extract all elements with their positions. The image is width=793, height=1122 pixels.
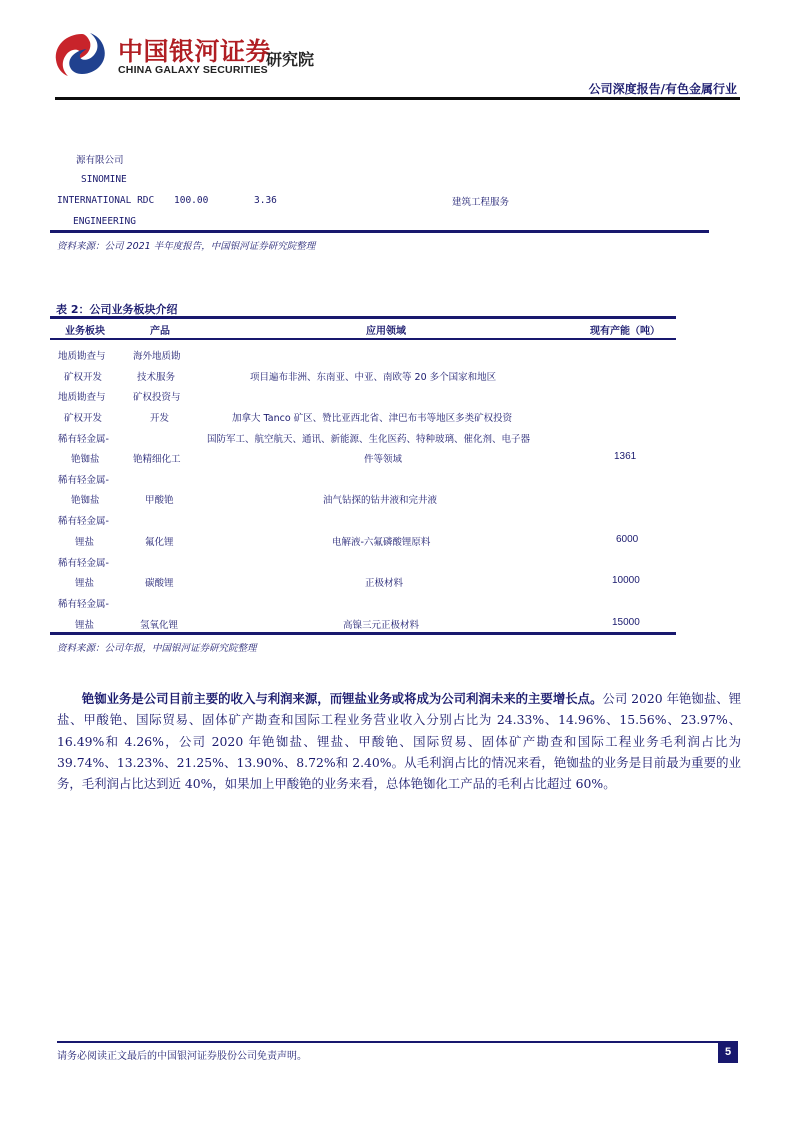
table-cell-segment: 稀有轻金属- xyxy=(58,516,109,527)
logo-english-name: CHINA GALAXY SECURITIES xyxy=(118,64,268,76)
table-cell-product: 碳酸锂 xyxy=(145,578,174,589)
table-cell-application: 件等领域 xyxy=(364,454,403,465)
table-cell-product: 海外地质勘 xyxy=(133,351,181,362)
table-cell-holding-pct: 100.00 xyxy=(174,195,209,206)
header-divider xyxy=(55,97,740,100)
table-cell-segment: 矿权开发 xyxy=(64,372,103,383)
table-cell-segment: 锂盐 xyxy=(75,620,95,631)
table-cell-application: 正极材料 xyxy=(365,578,404,589)
table-cell-capacity: 15000 xyxy=(612,617,640,628)
table-cell-segment: 稀有轻金属- xyxy=(58,558,109,569)
footer-divider xyxy=(57,1041,738,1043)
footer-disclaimer: 请务必阅读正文最后的中国银河证券股份公司免责声明。 xyxy=(57,1051,307,1062)
table-cell-segment: 地质勘查与 xyxy=(58,351,106,362)
table-cell-company-name: 源有限公司 xyxy=(76,155,124,166)
table-top-rule xyxy=(50,316,676,319)
logo-institute-label: 研究院 xyxy=(266,50,315,69)
table-cell-product: 甲酸铯 xyxy=(145,495,174,506)
table-cell-application: 油气钻探的钻井液和完井液 xyxy=(323,495,438,506)
paragraph-lead: 铯铷业务是公司目前主要的收入与利润来源，而锂盐业务或将成为公司利润未来的主要增长点。 xyxy=(81,691,603,706)
table-bottom-rule xyxy=(50,632,676,635)
table-cell-product: 氢氧化锂 xyxy=(140,620,179,631)
table-cell-capacity: 1361 xyxy=(614,451,637,462)
table-header-capacity: 现有产能（吨） xyxy=(590,326,660,337)
table-cell-product: 矿权投资与 xyxy=(133,392,181,403)
table-cell-product: 技术服务 xyxy=(137,372,176,383)
table-cell-business: 建筑工程服务 xyxy=(452,197,510,208)
table-cell-segment: 锂盐 xyxy=(75,537,95,548)
logo-chinese-name: 中国银河证券 xyxy=(118,37,272,66)
table-cell-segment: 地质勘查与 xyxy=(58,392,106,403)
table-cell-segment: 稀有轻金属- xyxy=(58,434,109,445)
table-header-application: 应用领域 xyxy=(366,326,406,337)
table-cell-capacity: 10000 xyxy=(612,575,640,586)
table-cell-registered-capital: 3.36 xyxy=(254,195,277,206)
table-cell-segment: 铯铷盐 xyxy=(71,495,100,506)
table-cell-application: 电解液-六氟磷酸锂原料 xyxy=(332,537,431,548)
table-cell-application: 项目遍布非洲、东南亚、中亚、南欧等 20 多个国家和地区 xyxy=(250,372,497,383)
table-cell-segment: 稀有轻金属- xyxy=(58,599,109,610)
page-number: 5 xyxy=(718,1041,738,1063)
table-cell-capacity: 6000 xyxy=(616,534,639,545)
table-cell-product: 开发 xyxy=(150,413,170,424)
table1-source-note: 资料来源：公司 2021 半年度报告，中国银河证券研究院整理 xyxy=(57,241,316,252)
galaxy-logo-icon xyxy=(52,30,108,78)
table-cell-segment: 锂盐 xyxy=(75,578,95,589)
body-paragraph xyxy=(57,688,741,794)
table-cell-application: 国防军工、航空航天、通讯、新能源、生化医药、特种玻璃、催化剂、电子器 xyxy=(207,434,531,445)
table-cell-segment: 矿权开发 xyxy=(64,413,103,424)
table-cell-company-name: SINOMINE xyxy=(81,174,127,185)
table-cell-company-name: INTERNATIONAL RDC xyxy=(57,195,155,206)
table-cell-segment: 铯铷盐 xyxy=(71,454,100,465)
report-type-label: 公司深度报告/有色金属行业 xyxy=(588,82,737,96)
table-bottom-rule xyxy=(50,230,709,233)
table-cell-product: 氟化锂 xyxy=(145,537,174,548)
table2-title: 表 2：公司业务板块介绍 xyxy=(56,303,178,316)
company-logo xyxy=(52,28,352,84)
table-header-segment: 业务板块 xyxy=(65,326,105,337)
table-cell-company-name: ENGINEERING xyxy=(73,216,136,227)
table-cell-segment: 稀有轻金属- xyxy=(58,475,109,486)
paragraph-body: 公司 2020 年铯铷盐、锂盐、甲酸铯、国际贸易、固体矿产勘查和国际工程业务营业收入分别占比为 24.33%、14.96%、15.56%、23.97%、16.49%和 4.26%，公司 2020 年铯铷盐、锂盐、甲酸铯、国际贸易、固体矿产勘查和国际工程业务毛利润占比为 39.74%、13.23%、21.25%、13.90%、8.72%和 2.40%。从毛利润占比的情况来看，铯铷盐的业务是目前最为重要的业务，毛利润占比达到近 40%，如果加上甲酸铯的业务来看，总体铯铷化工产品的毛利占比超过 60%。 xyxy=(57,691,742,792)
table-header-rule xyxy=(50,338,676,340)
table-cell-application: 加拿大 Tanco 矿区、赞比亚西北省、津巴布韦等地区多类矿权投资 xyxy=(232,413,513,424)
table-cell-product: 铯精细化工 xyxy=(133,454,181,465)
table-cell-application: 高镍三元正极材料 xyxy=(343,620,420,631)
table-header-product: 产品 xyxy=(150,326,170,337)
table2-source-note: 资料来源：公司年报，中国银河证券研究院整理 xyxy=(57,643,257,654)
